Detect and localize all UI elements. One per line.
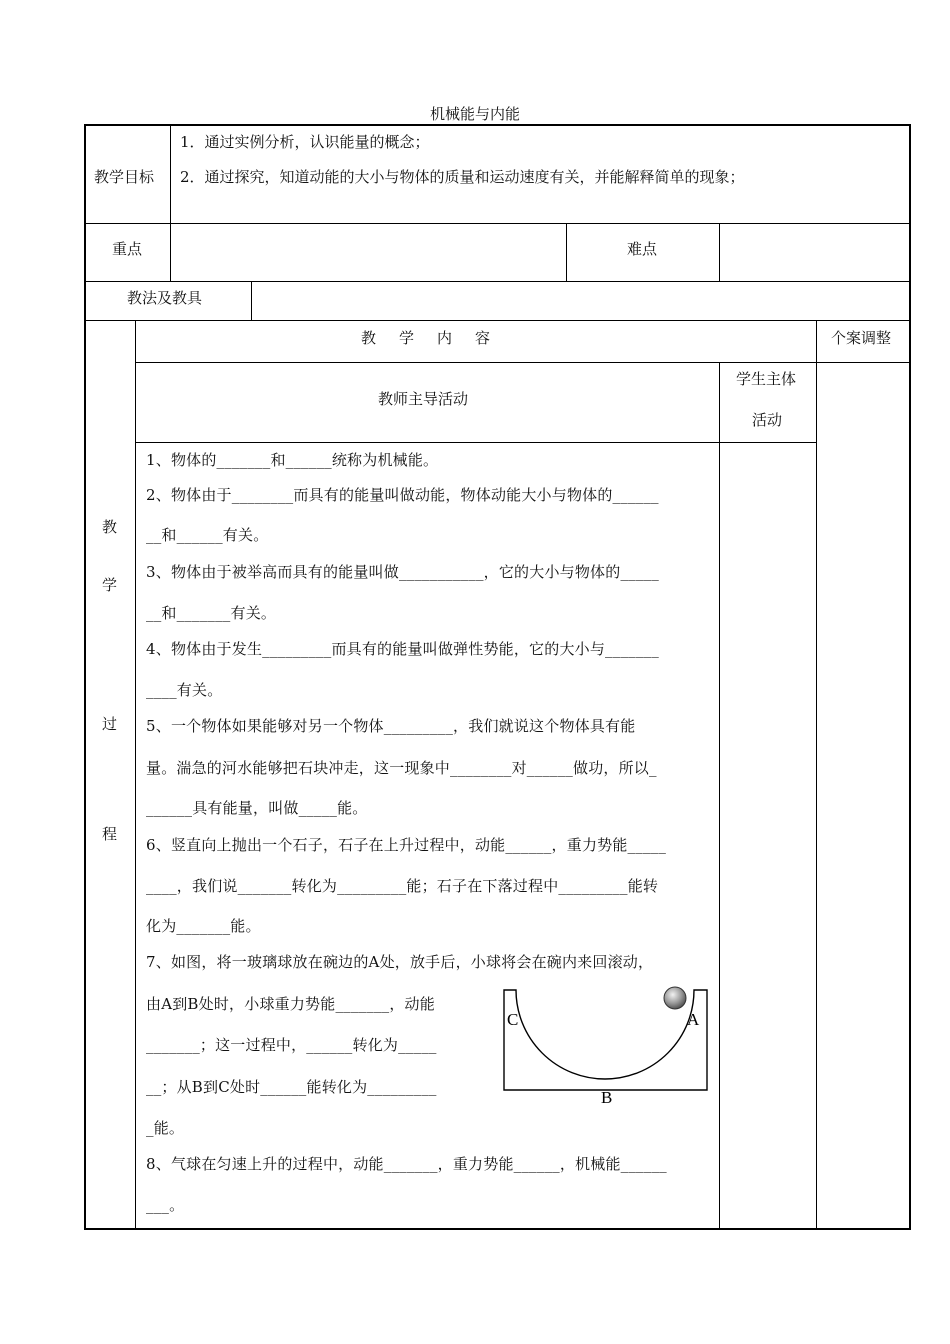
content-header: 教 学 内 容 bbox=[360, 329, 494, 347]
question-line-12: ____，我们说_______转化为_________能；石子在下落过程中_________能转 bbox=[146, 877, 659, 895]
process-label-char-3: 过 bbox=[102, 715, 118, 733]
question-line-19: 8、气球在匀速上升的过程中，动能_______，重力势能______，机械能______ bbox=[146, 1155, 667, 1173]
difficulty-label: 难点 bbox=[627, 240, 658, 258]
question-line-9: 量。湍急的河水能够把石块冲走，这一现象中________对______做功，所以_ bbox=[146, 759, 657, 777]
process-label-char-2: 学 bbox=[102, 576, 118, 594]
process-label-char-1: 教 bbox=[102, 518, 118, 536]
key-point-label: 重点 bbox=[112, 240, 143, 258]
question-line-20: ___。 bbox=[146, 1196, 185, 1214]
question-line-17: __；从B到C处时______能转化为_________ bbox=[146, 1078, 437, 1096]
question-line-8: 5、一个物体如果能够对另一个物体_________，我们就说这个物体具有能 bbox=[146, 717, 636, 735]
question-line-2: 2、物体由于________而具有的能量叫做动能，物体动能大小与物体的______ bbox=[146, 486, 659, 504]
question-line-18: _能。 bbox=[146, 1119, 185, 1137]
question-line-15: 由A到B处时，小球重力势能_______，动能 bbox=[146, 995, 435, 1013]
question-line-1: 1、物体的_______和______统称为机械能。 bbox=[146, 451, 439, 469]
question-line-5: __和_______有关。 bbox=[146, 604, 277, 622]
process-label-char-4: 程 bbox=[102, 825, 118, 843]
goal-item-2: 2．通过探究，知道动能的大小与物体的质量和运动速度有关，并能解释简单的现象； bbox=[180, 168, 745, 186]
label-a: A bbox=[687, 1010, 700, 1029]
method-label: 教法及教具 bbox=[127, 289, 203, 307]
glass-ball-icon bbox=[664, 987, 686, 1009]
adjust-header: 个案调整 bbox=[831, 329, 892, 347]
question-line-7: ____有关。 bbox=[146, 681, 223, 699]
teacher-header: 教师主导活动 bbox=[378, 390, 469, 408]
question-line-10: ______具有能量，叫做_____能。 bbox=[146, 799, 368, 817]
goal-label: 教学目标 bbox=[94, 168, 155, 186]
student-header-line-2: 活动 bbox=[752, 411, 783, 429]
document-title: 机械能与内能 bbox=[429, 105, 520, 123]
goal-item-1: 1．通过实例分析，认识能量的概念； bbox=[180, 133, 430, 151]
label-c: C bbox=[507, 1010, 519, 1029]
question-line-14: 7、如图，将一玻璃球放在碗边的A处，放手后，小球将会在碗内来回滚动， bbox=[146, 953, 654, 971]
question-line-6: 4、物体由于发生_________而具有的能量叫做弹性势能，它的大小与_______ bbox=[146, 640, 659, 658]
question-line-16: _______；这一过程中，______转化为_____ bbox=[146, 1036, 437, 1054]
question-line-11: 6、竖直向上抛出一个石子，石子在上升过程中，动能______，重力势能_____ bbox=[146, 836, 667, 854]
label-b: B bbox=[601, 1088, 613, 1107]
student-header-line-1: 学生主体 bbox=[736, 370, 797, 388]
question-line-13: 化为_______能。 bbox=[146, 917, 261, 935]
question-line-4: 3、物体由于被举高而具有的能量叫做___________，它的大小与物体的_____ bbox=[146, 563, 659, 581]
bowl-figure bbox=[495, 980, 715, 1110]
question-line-3: __和______有关。 bbox=[146, 526, 269, 544]
